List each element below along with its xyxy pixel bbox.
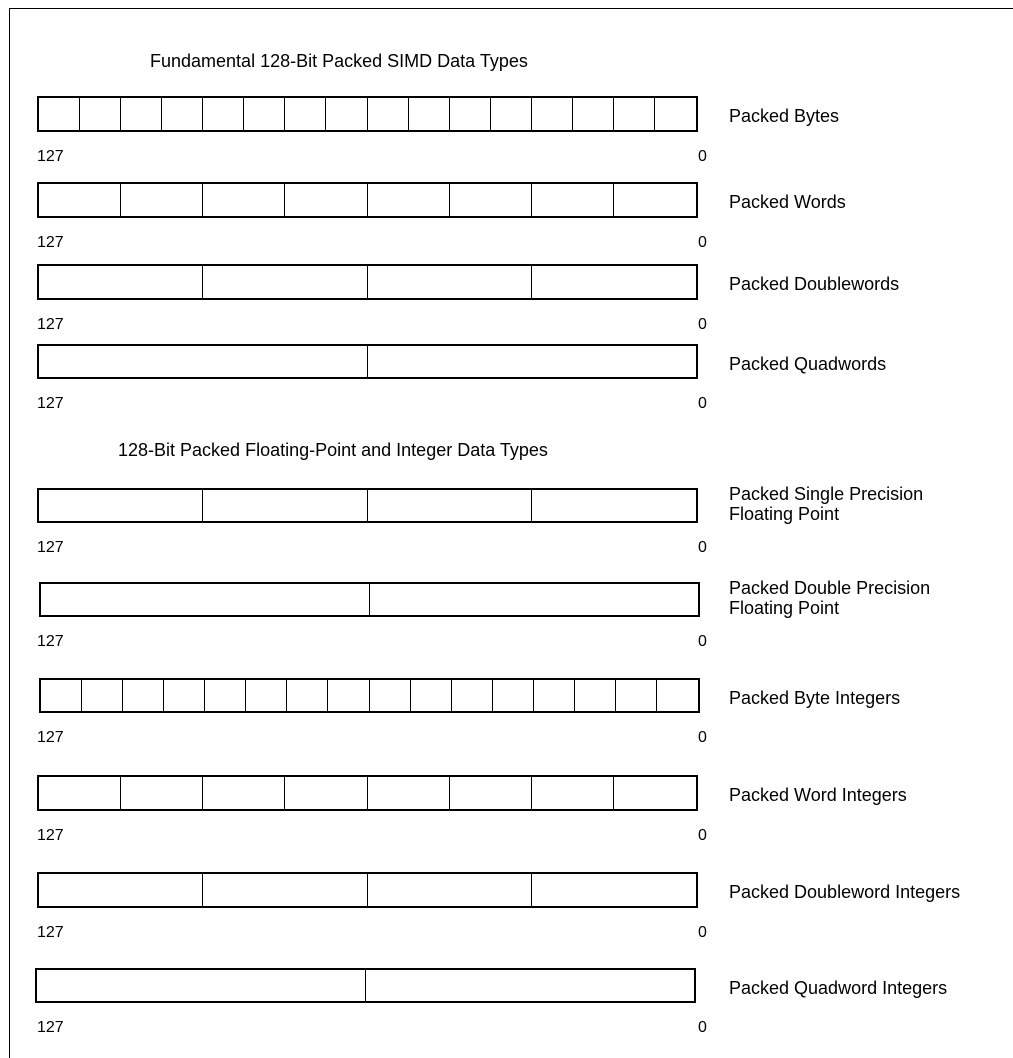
bit-index-msb: 127 [37,395,64,412]
data-type-label [729,688,900,708]
element-divider [120,184,121,217]
data-type-label-line: Packed Bytes [729,106,840,126]
element-divider [531,777,532,810]
element-divider [284,777,285,810]
bit-index-msb: 127 [37,729,64,746]
element-divider [449,98,450,131]
element-divider [410,680,411,712]
data-type-label-line: Packed Quadword Integers [729,977,948,998]
register-box [37,488,698,523]
section-heading: 128-Bit Packed Floating-Point and Integer Data Types [118,440,548,460]
bit-index-msb: 127 [37,316,64,333]
element-divider [369,584,370,616]
element-divider [202,98,203,131]
bit-index-lsb: 0 [698,395,707,412]
register-box [37,182,698,218]
element-divider [531,874,532,907]
element-divider [325,98,326,131]
element-divider [81,680,82,712]
element-divider [365,970,366,1002]
element-divider [654,98,655,131]
bit-index-lsb: 0 [698,316,707,333]
element-divider [367,184,368,217]
element-divider [574,680,575,712]
element-divider [615,680,616,712]
data-type-label-line: Packed Doubleword Integers [729,882,961,902]
element-divider [122,680,123,712]
bit-index-lsb: 0 [698,1019,707,1036]
data-type-label-line: Packed Byte Integers [729,687,901,708]
bit-index-lsb: 0 [698,539,707,556]
bit-index-msb: 127 [37,234,64,251]
element-divider [243,98,244,131]
element-divider [367,346,368,378]
element-divider [367,874,368,907]
element-divider [613,184,614,217]
element-divider [613,777,614,810]
register-box [37,775,698,811]
element-divider [369,680,370,712]
element-divider [163,680,164,712]
data-type-label [729,484,923,524]
register-box [39,678,700,713]
element-divider [531,266,532,299]
element-divider [204,680,205,712]
register-box [35,968,696,1003]
bit-index-lsb: 0 [698,924,707,941]
element-divider [656,680,657,712]
register-box [39,582,700,617]
data-type-label [729,354,886,374]
element-divider [572,98,573,131]
data-type-label [729,882,960,902]
element-divider [367,777,368,810]
element-divider [286,680,287,712]
data-type-label [729,785,907,805]
bit-index-msb: 127 [37,924,64,941]
element-divider [284,184,285,217]
bit-index-lsb: 0 [698,148,707,165]
bit-index-msb: 127 [37,148,64,165]
element-divider [449,777,450,810]
element-divider [492,680,493,712]
bit-index-lsb: 0 [698,827,707,844]
element-divider [79,98,80,131]
element-divider [531,490,532,522]
element-divider [531,98,532,131]
element-divider [161,98,162,131]
element-divider [284,98,285,131]
data-type-label-line: Packed Doublewords [729,274,900,294]
data-type-label [729,192,846,212]
register-box [37,872,698,908]
element-divider [367,98,368,131]
element-divider [613,98,614,131]
data-type-label-line: Packed Double Precision [729,577,931,598]
element-divider [202,266,203,299]
bit-index-lsb: 0 [698,234,707,251]
bit-index-msb: 127 [37,539,64,556]
data-type-label-line: Floating Point [729,597,840,618]
bit-index-msb: 127 [37,1019,64,1036]
element-divider [367,266,368,299]
element-divider [408,98,409,131]
section-heading: Fundamental 128-Bit Packed SIMD Data Types [150,51,528,71]
data-type-label-line: Packed Single Precision [729,483,924,504]
element-divider [202,490,203,522]
element-divider [490,98,491,131]
element-divider [202,184,203,217]
data-type-label-line: Packed Quadwords [729,353,887,374]
element-divider [245,680,246,712]
element-divider [120,777,121,810]
data-type-label-line: Packed Words [729,192,846,212]
element-divider [202,874,203,907]
bit-index-lsb: 0 [698,633,707,650]
bit-index-msb: 127 [37,633,64,650]
bit-index-msb: 127 [37,827,64,844]
element-divider [367,490,368,522]
data-type-label [729,106,839,126]
element-divider [120,98,121,131]
data-type-label [729,274,899,294]
register-box [37,96,698,132]
register-box [37,344,698,379]
element-divider [451,680,452,712]
data-type-label [729,578,930,618]
data-type-label-line: Floating Point [729,503,840,524]
bit-index-lsb: 0 [698,729,707,746]
data-type-label-line: Packed Word Integers [729,785,907,805]
data-type-label [729,978,947,998]
element-divider [533,680,534,712]
element-divider [449,184,450,217]
register-box [37,264,698,300]
element-divider [202,777,203,810]
element-divider [327,680,328,712]
element-divider [531,184,532,217]
